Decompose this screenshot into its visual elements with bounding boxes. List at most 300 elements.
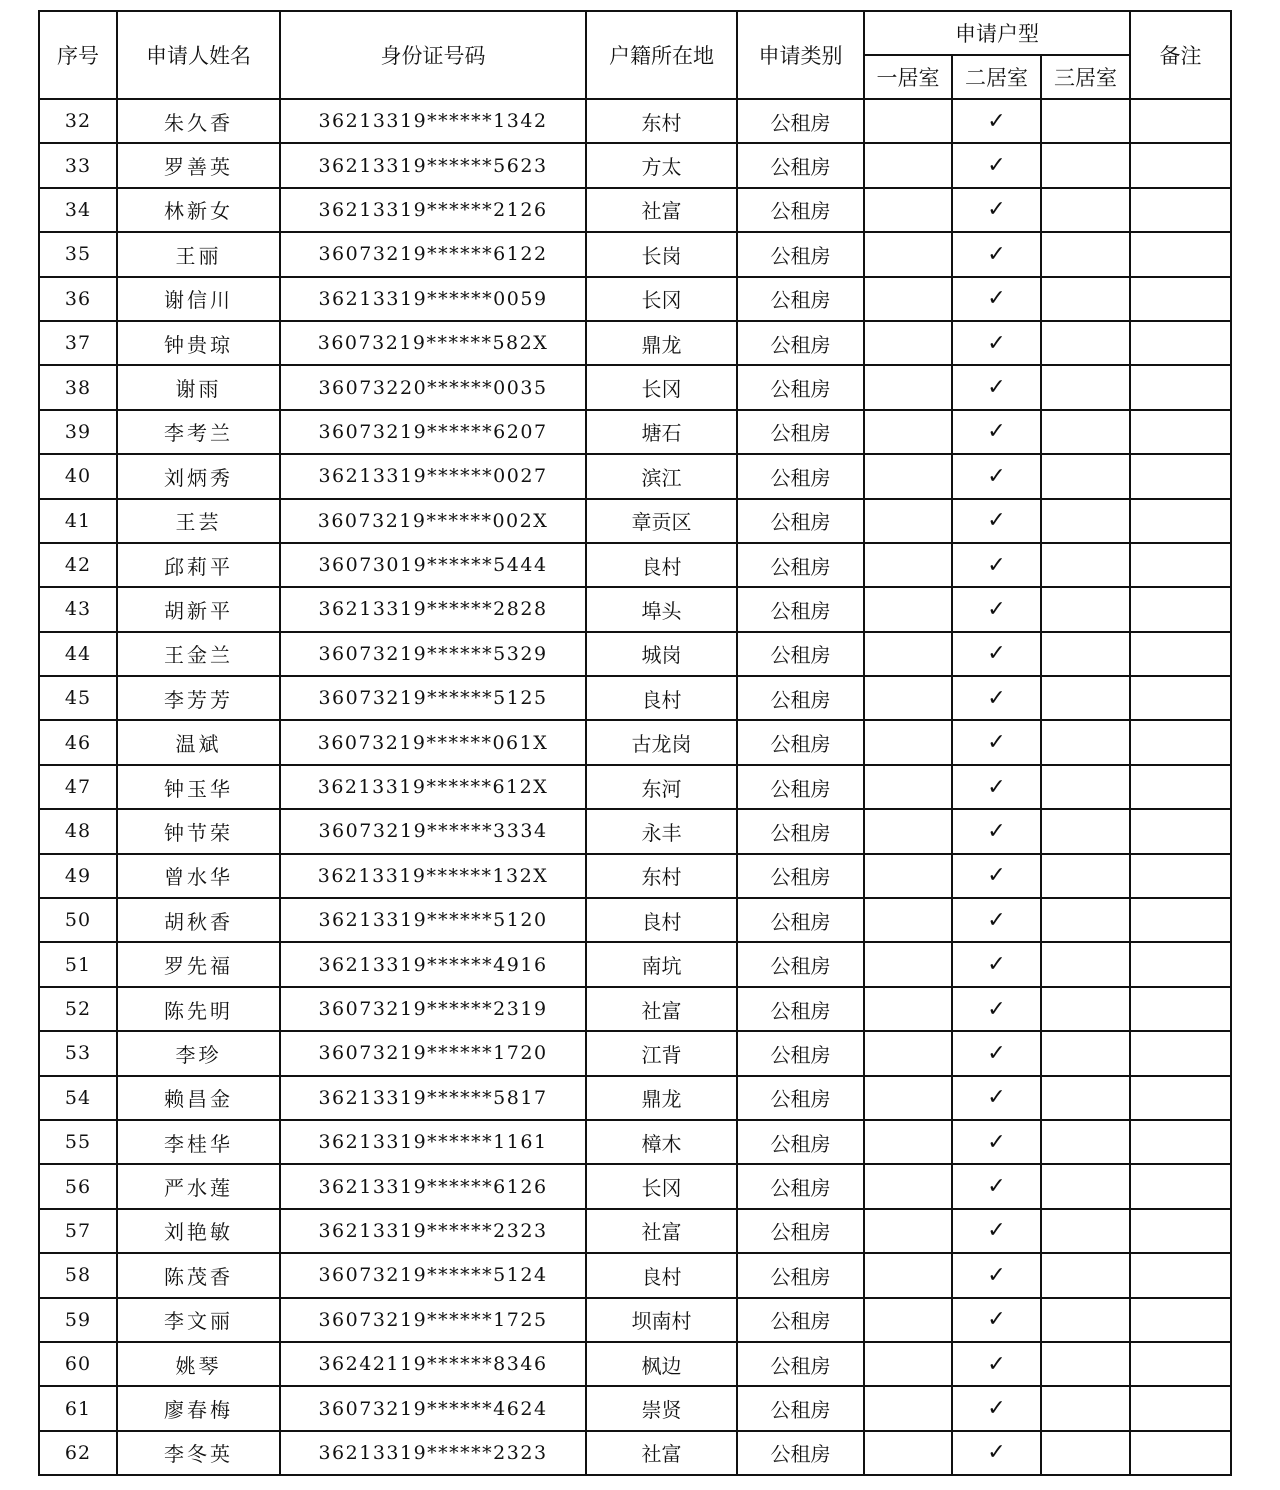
row-unit-1-cell xyxy=(864,898,952,942)
row-remark xyxy=(1130,321,1231,365)
row-id-number: 36213319******6126 xyxy=(280,1164,586,1208)
row-category: 公租房 xyxy=(737,1342,864,1386)
row-unit-1-cell xyxy=(864,676,952,720)
row-unit-1-cell xyxy=(864,1386,952,1430)
row-name: 钟节荣 xyxy=(117,809,280,853)
row-remark xyxy=(1130,99,1231,143)
row-id-number: 36213319******0059 xyxy=(280,277,586,321)
table-row xyxy=(39,277,1231,321)
check-mark-icon: ✓ xyxy=(987,375,1006,401)
row-unit-1-cell xyxy=(864,410,952,454)
row-name: 朱久香 xyxy=(117,99,280,143)
row-seq: 57 xyxy=(39,1209,117,1253)
table-body xyxy=(39,99,1231,1475)
check-mark-icon: ✓ xyxy=(987,1440,1006,1466)
row-category: 公租房 xyxy=(737,1386,864,1430)
row-id-number: 36073219******1720 xyxy=(280,1031,586,1075)
row-domicile: 长冈 xyxy=(586,1164,737,1208)
row-seq: 33 xyxy=(39,143,117,187)
row-category: 公租房 xyxy=(737,1298,864,1342)
row-unit-2-cell xyxy=(952,1253,1041,1297)
row-unit-2-cell xyxy=(952,942,1041,986)
table-row xyxy=(39,321,1231,365)
row-unit-1-cell xyxy=(864,321,952,365)
header-unit-2: 二居室 xyxy=(952,55,1041,99)
check-mark-icon: ✓ xyxy=(987,419,1006,445)
header-unit-1: 一居室 xyxy=(864,55,952,99)
check-mark-icon: ✓ xyxy=(987,818,1006,844)
row-unit-1-cell xyxy=(864,277,952,321)
row-remark xyxy=(1130,1386,1231,1430)
row-unit-1-cell xyxy=(864,1076,952,1120)
row-unit-1-cell xyxy=(864,854,952,898)
row-id-number: 36213319******2126 xyxy=(280,188,586,232)
row-unit-3-cell xyxy=(1041,942,1130,986)
row-remark xyxy=(1130,587,1231,631)
header-category: 申请类别 xyxy=(737,11,864,99)
row-category: 公租房 xyxy=(737,365,864,409)
row-domicile: 埠头 xyxy=(586,587,737,631)
row-remark xyxy=(1130,632,1231,676)
row-unit-3-cell xyxy=(1041,765,1130,809)
row-remark xyxy=(1130,1120,1231,1164)
row-name: 李芳芳 xyxy=(117,676,280,720)
row-remark xyxy=(1130,1164,1231,1208)
check-mark-icon: ✓ xyxy=(987,330,1006,356)
row-domicile: 江背 xyxy=(586,1031,737,1075)
row-category: 公租房 xyxy=(737,720,864,764)
check-mark-icon: ✓ xyxy=(987,774,1006,800)
row-seq: 38 xyxy=(39,365,117,409)
row-unit-1-cell xyxy=(864,587,952,631)
row-category: 公租房 xyxy=(737,143,864,187)
table-row xyxy=(39,410,1231,454)
row-seq: 62 xyxy=(39,1431,117,1475)
row-domicile: 坝南村 xyxy=(586,1298,737,1342)
row-unit-2-cell xyxy=(952,277,1041,321)
row-name: 刘炳秀 xyxy=(117,454,280,498)
row-remark xyxy=(1130,676,1231,720)
row-category: 公租房 xyxy=(737,499,864,543)
row-seq: 48 xyxy=(39,809,117,853)
row-unit-1-cell xyxy=(864,543,952,587)
row-category: 公租房 xyxy=(737,1253,864,1297)
header-unit-type: 申请户型 xyxy=(864,11,1130,55)
table-row xyxy=(39,1031,1231,1075)
table-row xyxy=(39,1209,1231,1253)
row-seq: 46 xyxy=(39,720,117,764)
applicant-list-sheet xyxy=(38,10,1232,1476)
row-remark xyxy=(1130,365,1231,409)
row-remark xyxy=(1130,1342,1231,1386)
header-domicile: 户籍所在地 xyxy=(586,11,737,99)
row-unit-3-cell xyxy=(1041,587,1130,631)
row-seq: 40 xyxy=(39,454,117,498)
row-name: 胡新平 xyxy=(117,587,280,631)
row-unit-3-cell xyxy=(1041,321,1130,365)
check-mark-icon: ✓ xyxy=(987,1351,1006,1377)
row-seq: 37 xyxy=(39,321,117,365)
table-row xyxy=(39,499,1231,543)
row-remark xyxy=(1130,1253,1231,1297)
row-remark xyxy=(1130,232,1231,276)
check-mark-icon: ✓ xyxy=(987,153,1006,179)
row-id-number: 36213319******0027 xyxy=(280,454,586,498)
row-seq: 49 xyxy=(39,854,117,898)
row-unit-3-cell xyxy=(1041,676,1130,720)
row-unit-1-cell xyxy=(864,1431,952,1475)
row-domicile: 永丰 xyxy=(586,809,737,853)
row-name: 罗善英 xyxy=(117,143,280,187)
row-unit-3-cell xyxy=(1041,1253,1130,1297)
table-row xyxy=(39,365,1231,409)
check-mark-icon: ✓ xyxy=(987,1218,1006,1244)
table-row xyxy=(39,854,1231,898)
row-unit-3-cell xyxy=(1041,1076,1130,1120)
row-name: 严水莲 xyxy=(117,1164,280,1208)
row-seq: 41 xyxy=(39,499,117,543)
row-remark xyxy=(1130,188,1231,232)
row-id-number: 36213319******132X xyxy=(280,854,586,898)
row-id-number: 36073019******5444 xyxy=(280,543,586,587)
row-seq: 54 xyxy=(39,1076,117,1120)
row-seq: 61 xyxy=(39,1386,117,1430)
row-id-number: 36213319******5120 xyxy=(280,898,586,942)
row-unit-3-cell xyxy=(1041,1209,1130,1253)
check-mark-icon: ✓ xyxy=(987,241,1006,267)
table-row xyxy=(39,987,1231,1031)
row-id-number: 36073219******1725 xyxy=(280,1298,586,1342)
check-mark-icon: ✓ xyxy=(987,907,1006,933)
row-name: 钟贵琼 xyxy=(117,321,280,365)
row-unit-1-cell xyxy=(864,1209,952,1253)
row-unit-1-cell xyxy=(864,765,952,809)
row-id-number: 36073219******3334 xyxy=(280,809,586,853)
row-category: 公租房 xyxy=(737,1076,864,1120)
row-name: 李文丽 xyxy=(117,1298,280,1342)
row-domicile: 滨江 xyxy=(586,454,737,498)
row-unit-2-cell xyxy=(952,854,1041,898)
row-unit-1-cell xyxy=(864,1298,952,1342)
row-unit-2-cell xyxy=(952,1031,1041,1075)
row-unit-3-cell xyxy=(1041,99,1130,143)
row-category: 公租房 xyxy=(737,188,864,232)
row-domicile: 方太 xyxy=(586,143,737,187)
row-name: 谢信川 xyxy=(117,277,280,321)
row-unit-3-cell xyxy=(1041,632,1130,676)
row-category: 公租房 xyxy=(737,1120,864,1164)
header-seq: 序号 xyxy=(39,11,117,99)
check-mark-icon: ✓ xyxy=(987,685,1006,711)
row-domicile: 章贡区 xyxy=(586,499,737,543)
row-name: 李考兰 xyxy=(117,410,280,454)
row-remark xyxy=(1130,1031,1231,1075)
row-seq: 52 xyxy=(39,987,117,1031)
row-domicile: 良村 xyxy=(586,898,737,942)
row-category: 公租房 xyxy=(737,1431,864,1475)
applicant-table xyxy=(38,10,1232,1476)
row-unit-1-cell xyxy=(864,1253,952,1297)
row-unit-1-cell xyxy=(864,99,952,143)
row-seq: 53 xyxy=(39,1031,117,1075)
row-domicile: 良村 xyxy=(586,1253,737,1297)
row-unit-2-cell xyxy=(952,1076,1041,1120)
row-domicile: 长岗 xyxy=(586,232,737,276)
row-id-number: 36213319******2323 xyxy=(280,1209,586,1253)
row-id-number: 36213319******5623 xyxy=(280,143,586,187)
row-remark xyxy=(1130,720,1231,764)
row-id-number: 36242119******8346 xyxy=(280,1342,586,1386)
row-domicile: 枫边 xyxy=(586,1342,737,1386)
row-seq: 59 xyxy=(39,1298,117,1342)
check-mark-icon: ✓ xyxy=(987,197,1006,223)
row-name: 李桂华 xyxy=(117,1120,280,1164)
row-unit-3-cell xyxy=(1041,1386,1130,1430)
row-name: 姚琴 xyxy=(117,1342,280,1386)
row-domicile: 长冈 xyxy=(586,277,737,321)
table-row xyxy=(39,587,1231,631)
row-category: 公租房 xyxy=(737,676,864,720)
row-seq: 45 xyxy=(39,676,117,720)
row-id-number: 36073219******061X xyxy=(280,720,586,764)
row-unit-1-cell xyxy=(864,632,952,676)
row-unit-1-cell xyxy=(864,499,952,543)
table-row xyxy=(39,99,1231,143)
table-row xyxy=(39,1386,1231,1430)
row-category: 公租房 xyxy=(737,232,864,276)
row-id-number: 36213319******5817 xyxy=(280,1076,586,1120)
row-unit-3-cell xyxy=(1041,454,1130,498)
row-seq: 47 xyxy=(39,765,117,809)
row-unit-2-cell xyxy=(952,365,1041,409)
table-row xyxy=(39,232,1231,276)
row-name: 廖春梅 xyxy=(117,1386,280,1430)
row-unit-2-cell xyxy=(952,99,1041,143)
row-unit-2-cell xyxy=(952,1209,1041,1253)
row-name: 王丽 xyxy=(117,232,280,276)
row-domicile: 樟木 xyxy=(586,1120,737,1164)
row-remark xyxy=(1130,765,1231,809)
table-row xyxy=(39,809,1231,853)
row-unit-2-cell xyxy=(952,143,1041,187)
header-unit-3: 三居室 xyxy=(1041,55,1130,99)
row-domicile: 社富 xyxy=(586,1209,737,1253)
row-name: 胡秋香 xyxy=(117,898,280,942)
row-remark xyxy=(1130,454,1231,498)
row-unit-3-cell xyxy=(1041,1342,1130,1386)
row-unit-1-cell xyxy=(864,1031,952,1075)
check-mark-icon: ✓ xyxy=(987,596,1006,622)
row-category: 公租房 xyxy=(737,987,864,1031)
row-name: 钟玉华 xyxy=(117,765,280,809)
check-mark-icon: ✓ xyxy=(987,1040,1006,1066)
table-row xyxy=(39,143,1231,187)
row-unit-3-cell xyxy=(1041,1164,1130,1208)
row-unit-2-cell xyxy=(952,987,1041,1031)
row-id-number: 36073219******582X xyxy=(280,321,586,365)
table-row xyxy=(39,1431,1231,1475)
header-name: 申请人姓名 xyxy=(117,11,280,99)
row-name: 温斌 xyxy=(117,720,280,764)
row-unit-3-cell xyxy=(1041,499,1130,543)
row-unit-2-cell xyxy=(952,1431,1041,1475)
row-name: 李冬英 xyxy=(117,1431,280,1475)
row-unit-1-cell xyxy=(864,1120,952,1164)
row-domicile: 良村 xyxy=(586,543,737,587)
row-unit-2-cell xyxy=(952,321,1041,365)
row-unit-3-cell xyxy=(1041,188,1130,232)
row-domicile: 社富 xyxy=(586,188,737,232)
row-unit-1-cell xyxy=(864,720,952,764)
row-name: 刘艳敏 xyxy=(117,1209,280,1253)
row-seq: 60 xyxy=(39,1342,117,1386)
row-category: 公租房 xyxy=(737,1164,864,1208)
check-mark-icon: ✓ xyxy=(987,1174,1006,1200)
row-domicile: 鼎龙 xyxy=(586,1076,737,1120)
row-domicile: 良村 xyxy=(586,676,737,720)
row-id-number: 36213319******1342 xyxy=(280,99,586,143)
row-seq: 44 xyxy=(39,632,117,676)
row-name: 王芸 xyxy=(117,499,280,543)
row-unit-2-cell xyxy=(952,1164,1041,1208)
row-domicile: 鼎龙 xyxy=(586,321,737,365)
row-id-number: 36213319******2828 xyxy=(280,587,586,631)
row-id-number: 36073219******002X xyxy=(280,499,586,543)
row-domicile: 东河 xyxy=(586,765,737,809)
row-category: 公租房 xyxy=(737,942,864,986)
table-row xyxy=(39,1342,1231,1386)
row-remark xyxy=(1130,854,1231,898)
check-mark-icon: ✓ xyxy=(987,508,1006,534)
row-category: 公租房 xyxy=(737,854,864,898)
header-id: 身份证号码 xyxy=(280,11,586,99)
row-unit-2-cell xyxy=(952,809,1041,853)
row-unit-3-cell xyxy=(1041,1031,1130,1075)
row-domicile: 崇贤 xyxy=(586,1386,737,1430)
row-unit-2-cell xyxy=(952,543,1041,587)
table-row xyxy=(39,1253,1231,1297)
row-unit-3-cell xyxy=(1041,1298,1130,1342)
row-domicile: 社富 xyxy=(586,987,737,1031)
row-unit-2-cell xyxy=(952,765,1041,809)
row-unit-3-cell xyxy=(1041,1431,1130,1475)
row-name: 王金兰 xyxy=(117,632,280,676)
row-unit-3-cell xyxy=(1041,854,1130,898)
table-row xyxy=(39,1164,1231,1208)
check-mark-icon: ✓ xyxy=(987,1085,1006,1111)
row-name: 李珍 xyxy=(117,1031,280,1075)
row-seq: 43 xyxy=(39,587,117,631)
row-seq: 39 xyxy=(39,410,117,454)
row-id-number: 36073219******5329 xyxy=(280,632,586,676)
row-remark xyxy=(1130,809,1231,853)
row-category: 公租房 xyxy=(737,587,864,631)
check-mark-icon: ✓ xyxy=(987,952,1006,978)
row-name: 谢雨 xyxy=(117,365,280,409)
row-name: 林新女 xyxy=(117,188,280,232)
table-row xyxy=(39,543,1231,587)
row-domicile: 塘石 xyxy=(586,410,737,454)
row-domicile: 南坑 xyxy=(586,942,737,986)
table-header xyxy=(39,11,1231,99)
row-unit-3-cell xyxy=(1041,720,1130,764)
row-unit-3-cell xyxy=(1041,898,1130,942)
table-row xyxy=(39,720,1231,764)
row-unit-2-cell xyxy=(952,1342,1041,1386)
row-seq: 51 xyxy=(39,942,117,986)
row-remark xyxy=(1130,499,1231,543)
check-mark-icon: ✓ xyxy=(987,863,1006,889)
check-mark-icon: ✓ xyxy=(987,552,1006,578)
row-category: 公租房 xyxy=(737,454,864,498)
row-remark xyxy=(1130,1076,1231,1120)
table-row xyxy=(39,898,1231,942)
row-unit-2-cell xyxy=(952,232,1041,276)
check-mark-icon: ✓ xyxy=(987,996,1006,1022)
table-row xyxy=(39,1120,1231,1164)
row-name: 邱莉平 xyxy=(117,543,280,587)
row-id-number: 36073220******0035 xyxy=(280,365,586,409)
row-name: 陈茂香 xyxy=(117,1253,280,1297)
table-row xyxy=(39,1298,1231,1342)
row-seq: 42 xyxy=(39,543,117,587)
row-unit-1-cell xyxy=(864,232,952,276)
check-mark-icon: ✓ xyxy=(987,1129,1006,1155)
row-remark xyxy=(1130,987,1231,1031)
check-mark-icon: ✓ xyxy=(987,1396,1006,1422)
row-id-number: 36213319******1161 xyxy=(280,1120,586,1164)
row-domicile: 东村 xyxy=(586,854,737,898)
row-unit-1-cell xyxy=(864,365,952,409)
row-unit-3-cell xyxy=(1041,143,1130,187)
row-seq: 50 xyxy=(39,898,117,942)
check-mark-icon: ✓ xyxy=(987,1262,1006,1288)
row-unit-1-cell xyxy=(864,809,952,853)
row-remark xyxy=(1130,543,1231,587)
row-id-number: 36073219******6207 xyxy=(280,410,586,454)
header-remark: 备注 xyxy=(1130,11,1231,99)
row-seq: 35 xyxy=(39,232,117,276)
row-category: 公租房 xyxy=(737,1209,864,1253)
row-remark xyxy=(1130,277,1231,321)
table-row xyxy=(39,765,1231,809)
row-unit-2-cell xyxy=(952,720,1041,764)
row-name: 赖昌金 xyxy=(117,1076,280,1120)
row-unit-1-cell xyxy=(864,1342,952,1386)
row-id-number: 36073219******6122 xyxy=(280,232,586,276)
row-domicile: 城岗 xyxy=(586,632,737,676)
row-category: 公租房 xyxy=(737,277,864,321)
row-unit-2-cell xyxy=(952,410,1041,454)
row-unit-1-cell xyxy=(864,143,952,187)
row-id-number: 36213319******612X xyxy=(280,765,586,809)
row-unit-2-cell xyxy=(952,188,1041,232)
row-remark xyxy=(1130,143,1231,187)
row-category: 公租房 xyxy=(737,898,864,942)
row-name: 罗先福 xyxy=(117,942,280,986)
check-mark-icon: ✓ xyxy=(987,463,1006,489)
row-id-number: 36073219******5125 xyxy=(280,676,586,720)
check-mark-icon: ✓ xyxy=(987,108,1006,134)
row-category: 公租房 xyxy=(737,410,864,454)
row-domicile: 长冈 xyxy=(586,365,737,409)
row-unit-3-cell xyxy=(1041,809,1130,853)
row-unit-2-cell xyxy=(952,499,1041,543)
check-mark-icon: ✓ xyxy=(987,641,1006,667)
row-unit-1-cell xyxy=(864,987,952,1031)
row-unit-3-cell xyxy=(1041,277,1130,321)
row-seq: 58 xyxy=(39,1253,117,1297)
